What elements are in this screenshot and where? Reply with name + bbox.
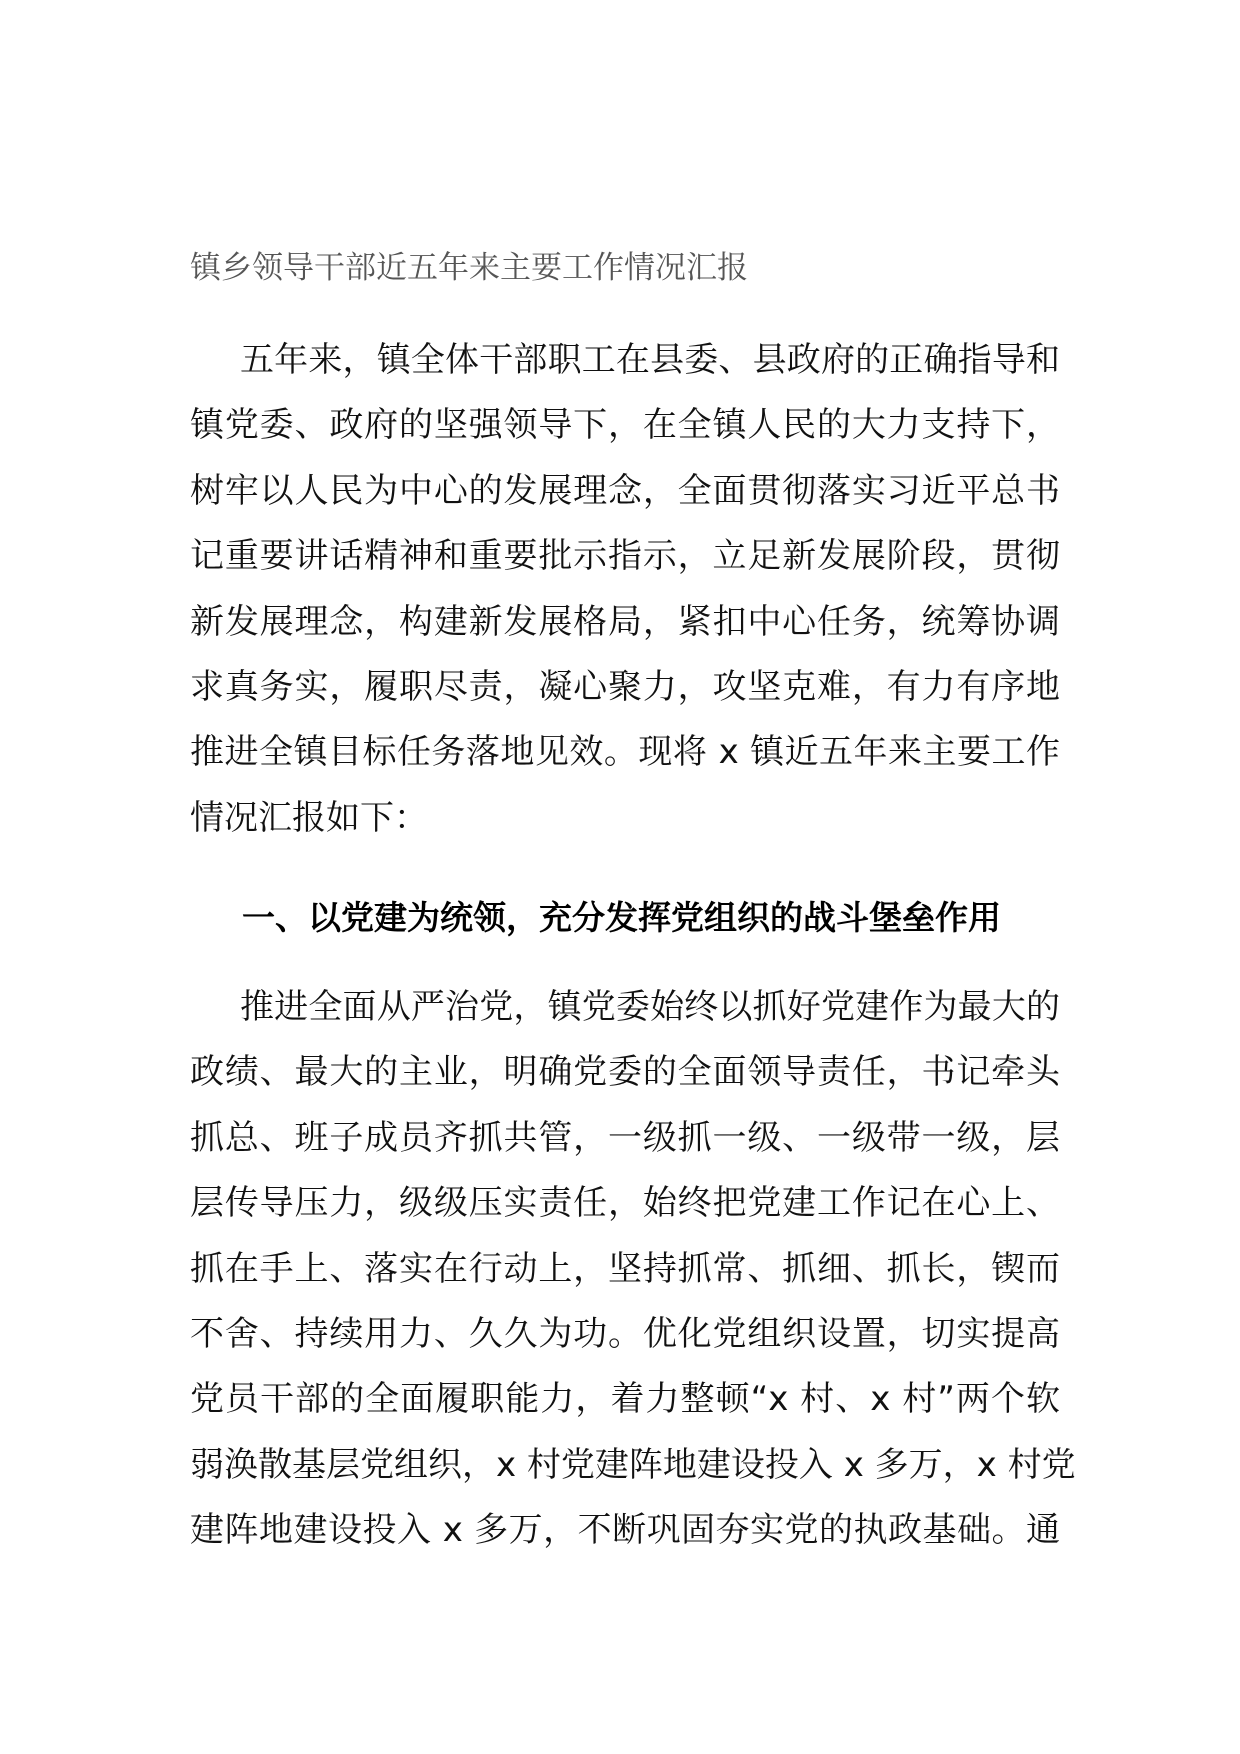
- text-line: 抓总、班子成员齐抓共管，一级抓一级、一级带一级，层: [190, 1117, 1060, 1158]
- text-line: 推进全面从严治党，镇党委始终以抓好党建作为最大的: [240, 987, 1060, 1027]
- text-line: 党员干部的全面履职能力，着力整顿“x 村、x 村”两个软: [190, 1379, 1060, 1420]
- document-title: 镇乡领导干部近五年来主要工作情况汇报: [190, 250, 748, 286]
- text-line: 推进全镇目标任务落地见效。现将 x 镇近五年来主要工作: [190, 732, 1060, 773]
- text-line: 新发展理念，构建新发展格局，紧扣中心任务，统筹协调: [190, 601, 1060, 642]
- text-line: 求真务实，履职尽责，凝心聚力，攻坚克难，有力有序地: [190, 666, 1060, 707]
- text-line: 抓在手上、落实在行动上，坚持抓常、抓细、抓长，锲而: [190, 1248, 1060, 1289]
- text-line: 政绩、最大的主业，明确党委的全面领导责任，书记牵头: [190, 1052, 1060, 1093]
- text-line: 层传导压力，级级压实责任，始终把党建工作记在心上、: [190, 1183, 1060, 1224]
- text-line: 情况汇报如下：: [190, 797, 428, 838]
- text-line: 五年来，镇全体干部职工在县委、县政府的正确指导和: [240, 340, 1060, 380]
- text-line: 建阵地建设投入 x 多万，不断巩固夯实党的执政基础。通: [190, 1510, 1060, 1551]
- section-heading: 一、以党建为统领，充分发挥党组织的战斗堡垒作用: [242, 898, 1001, 937]
- text-line: 树牢以人民为中心的发展理念，全面贯彻落实习近平总书: [190, 470, 1060, 511]
- text-line: 弱涣散基层党组织，x 村党建阵地建设投入 x 多万，x 村党: [190, 1444, 1076, 1485]
- section-paragraph: [190, 975, 1076, 1564]
- intro-paragraph: [190, 328, 1060, 851]
- text-line: 镇党委、政府的坚强领导下，在全镇人民的大力支持下，: [190, 405, 1060, 446]
- text-line: 不舍、持续用力、久久为功。优化党组织设置，切实提高: [190, 1313, 1060, 1354]
- text-line: 记重要讲话精神和重要批示指示，立足新发展阶段，贯彻: [190, 536, 1060, 577]
